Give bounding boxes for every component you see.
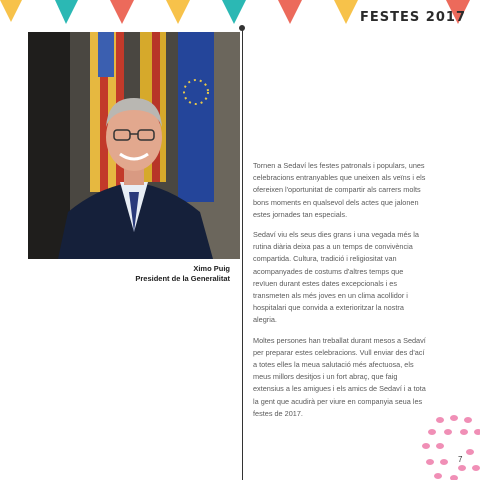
header-title: FESTES 2017	[360, 10, 466, 25]
bunting-flag	[110, 0, 134, 24]
divider-dot	[239, 25, 245, 31]
body-paragraph: Sedaví viu els seus dies grans i una vegada més la rutina diària deixa pas a un temps de convivència compartida. Cultura, tradició i religiositat van acompanyades de costums d'altres temps que revïuen durant estes dates excepcionals i es transmeten als més joves en un clima acollidor i hospitalari que convida a exterioritzar la nostra alegria.	[253, 230, 419, 325]
photo-caption	[135, 264, 230, 284]
bunting-flag	[278, 0, 302, 24]
bunting-flag	[334, 0, 358, 24]
body-paragraph: Moltes persones han treballat durant mesos a Sedaví per preparar estes celebracions. Vull enviar des d'ací a totes elles la meua salutació més afectuosa, els meus millors desitjos i un fort abraç, que faig extensius a les amigues i els amics de Sedaví i a tota la gent que acudirà per viure en companyia seua les festes de 2017.	[253, 335, 426, 418]
bunting-flag	[55, 0, 78, 24]
bunting-flag	[222, 0, 246, 24]
decorative-dots	[420, 412, 480, 480]
caption-name: Ximo Puig	[193, 264, 230, 273]
caption-role: President de la Generalitat	[135, 274, 230, 283]
vertical-divider	[242, 28, 243, 480]
portrait-photo	[28, 32, 240, 259]
bunting-flag	[166, 0, 190, 24]
page-number: 7	[458, 455, 463, 464]
body-text	[253, 160, 428, 428]
bunting-flag	[0, 0, 22, 22]
body-paragraph: Tornen a Sedaví les festes patronals i populars, unes celebracions entranyables que uneixen als veïns i els ofereixen l'oportunitat de compartir als carrers molts bons moments en qualsevol dels actes que jalonen estes jornades tan especials.	[253, 161, 426, 219]
